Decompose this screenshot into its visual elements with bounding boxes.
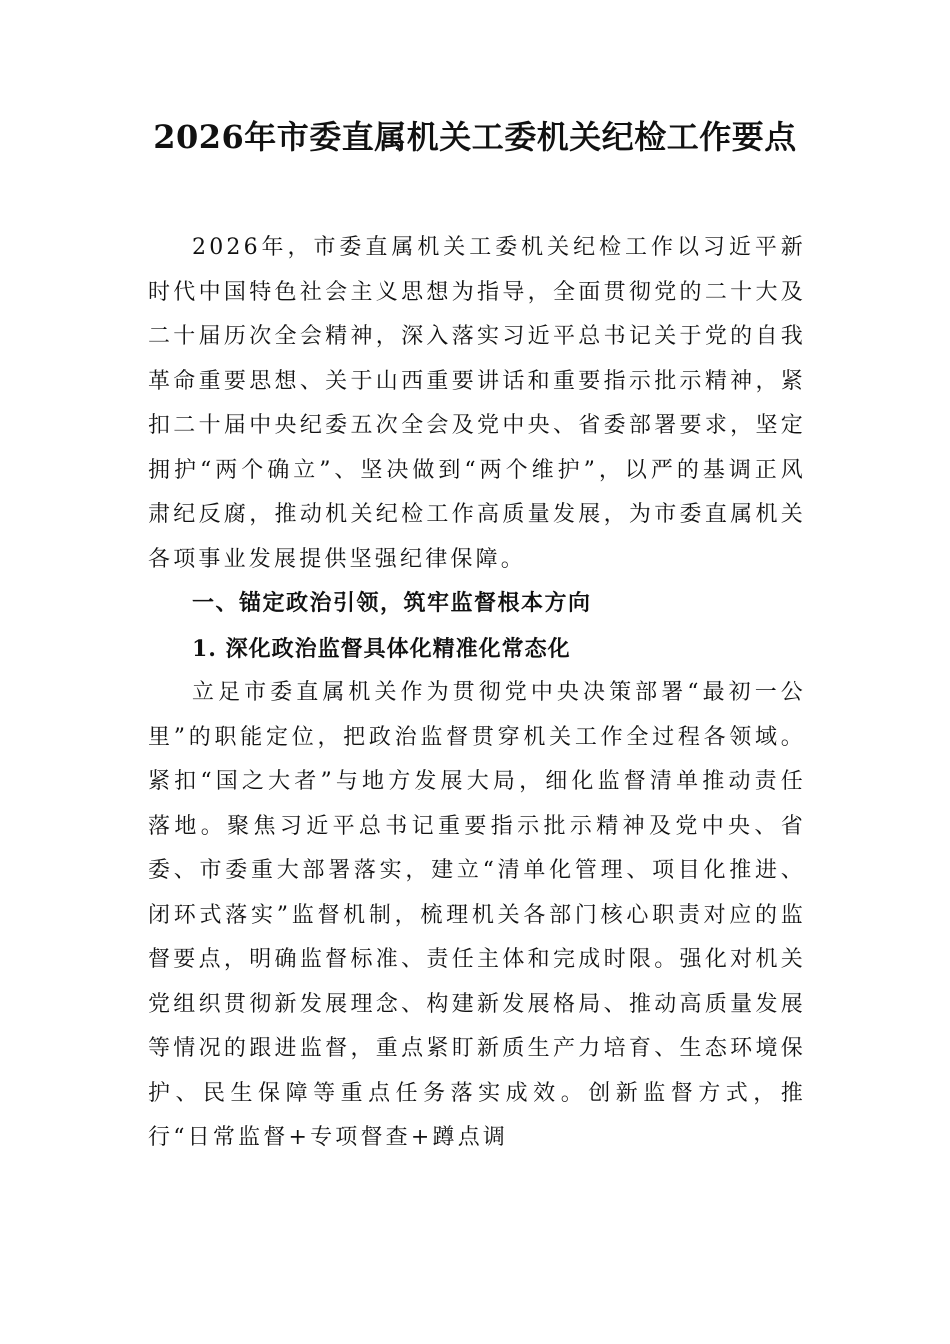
- document-title: 2026年市委直属机关工委机关纪检工作要点: [153, 118, 797, 156]
- section-heading-1: 一、锚定政治引领，筑牢监督根本方向: [192, 591, 592, 616]
- subsection-paragraph-1-1: 立足市委直属机关作为贯彻党中央决策部署“最初一公里”的职能定位，把政治监督贯穿机关工作全过程各领域。紧扣“国之大者”与地方发展大局，细化监督清单推动责任落地。聚焦习近平总书记重要指示批示精神及党中央、省委、市委重大部署落实，建立“清单化管理、项目化推进、闭环式落实”监督机制，梳理机关各部门核心职责对应的监督要点，明确监督标准、责任主体和完成时限。强化对机关党组织贯彻新发展理念、构建新发展格局、推动高质量发展等情况的跟进监督，重点紧盯新质生产力培育、生态环境保护、民生保障等重点任务落实成效。创新监督方式，推行“日常监督+专项督查+蹲点调: [148, 680, 806, 1150]
- document-body: [148, 226, 806, 1161]
- subsection-heading-1-1: 1. 深化政治监督具体化精准化常态化: [192, 635, 571, 662]
- intro-paragraph: 2026年，市委直属机关工委机关纪检工作以习近平新时代中国特色社会主义思想为指导，全面贯彻党的二十大及二十届历次全会精神，深入落实习近平总书记关于党的自我革命重要思想、关于山西重要讲话和重要指示批示精神，紧扣二十届中央纪委五次全会及党中央、省委部署要求，坚定拥护“两个确立”、坚决做到“两个维护”，以严的基调正风肃纪反腐，推动机关纪检工作高质量发展，为市委直属机关各项事业发展提供坚强纪律保障。: [148, 235, 806, 572]
